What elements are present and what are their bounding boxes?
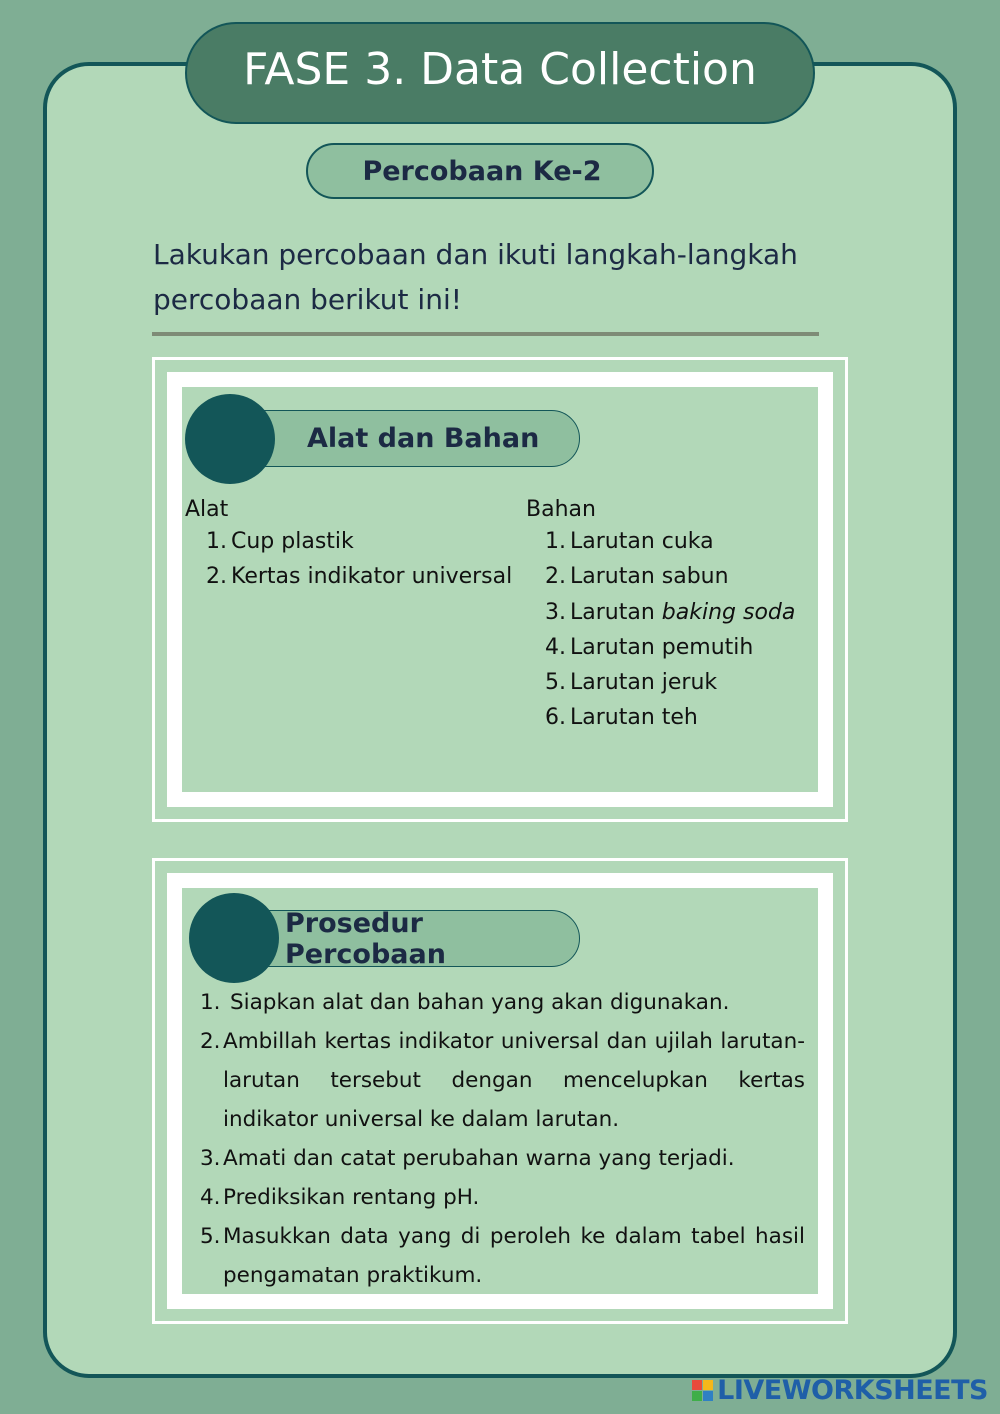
list-item: 1. Siapkan alat dan bahan yang akan digunakan. <box>200 990 730 1015</box>
intro-instruction: Lakukan percobaan dan ikuti langkah-langkah percobaan berikut ini! <box>153 238 798 316</box>
liveworksheets-logo-icon <box>692 1380 713 1401</box>
list-item: 5. Larutan jeruk <box>545 670 718 696</box>
procedure-bullet-circle <box>189 893 279 983</box>
procedure-steps <box>200 983 805 1295</box>
list-item: 5. Masukkan data yang di peroleh ke dalam tabel hasil pengamatan praktikum. <box>200 1224 805 1288</box>
procedure-heading: Prosedur Percobaan <box>232 910 580 967</box>
tools-list <box>205 529 512 600</box>
list-item: 1. Cup plastik <box>206 529 354 554</box>
page-title: FASE 3. Data Collection <box>185 22 815 124</box>
list-item: 2. Ambillah kertas indikator universal dan ujilah larutan-larutan tersebut dengan mencelupkan kertas indikator universal ke dalam larutan. <box>200 1029 805 1132</box>
divider <box>152 332 819 336</box>
materials-heading: Alat dan Bahan <box>230 410 580 467</box>
list-item: 2. Kertas indikator universal <box>206 564 513 590</box>
experiment-subtitle: Percobaan Ke-2 <box>306 143 654 199</box>
list-item: 3. Amati dan catat perubahan warna yang terjadi. <box>200 1146 735 1171</box>
list-item: 4. Prediksikan rentang pH. <box>200 1185 480 1210</box>
list-item: 1. Larutan cuka <box>545 529 714 554</box>
liveworksheets-logo[interactable]: LIVEWORKSHEETS <box>692 1375 988 1406</box>
list-item: 3. Larutan baking soda <box>545 599 796 625</box>
ingredients-label: Bahan <box>526 497 596 522</box>
ingredients-list <box>544 529 795 741</box>
list-item: 6. Larutan teh <box>545 705 698 731</box>
materials-bullet-circle <box>185 394 275 484</box>
tools-label: Alat <box>185 497 229 522</box>
list-item: 4. Larutan pemutih <box>545 634 754 660</box>
list-item: 2. Larutan sabun <box>545 564 729 590</box>
